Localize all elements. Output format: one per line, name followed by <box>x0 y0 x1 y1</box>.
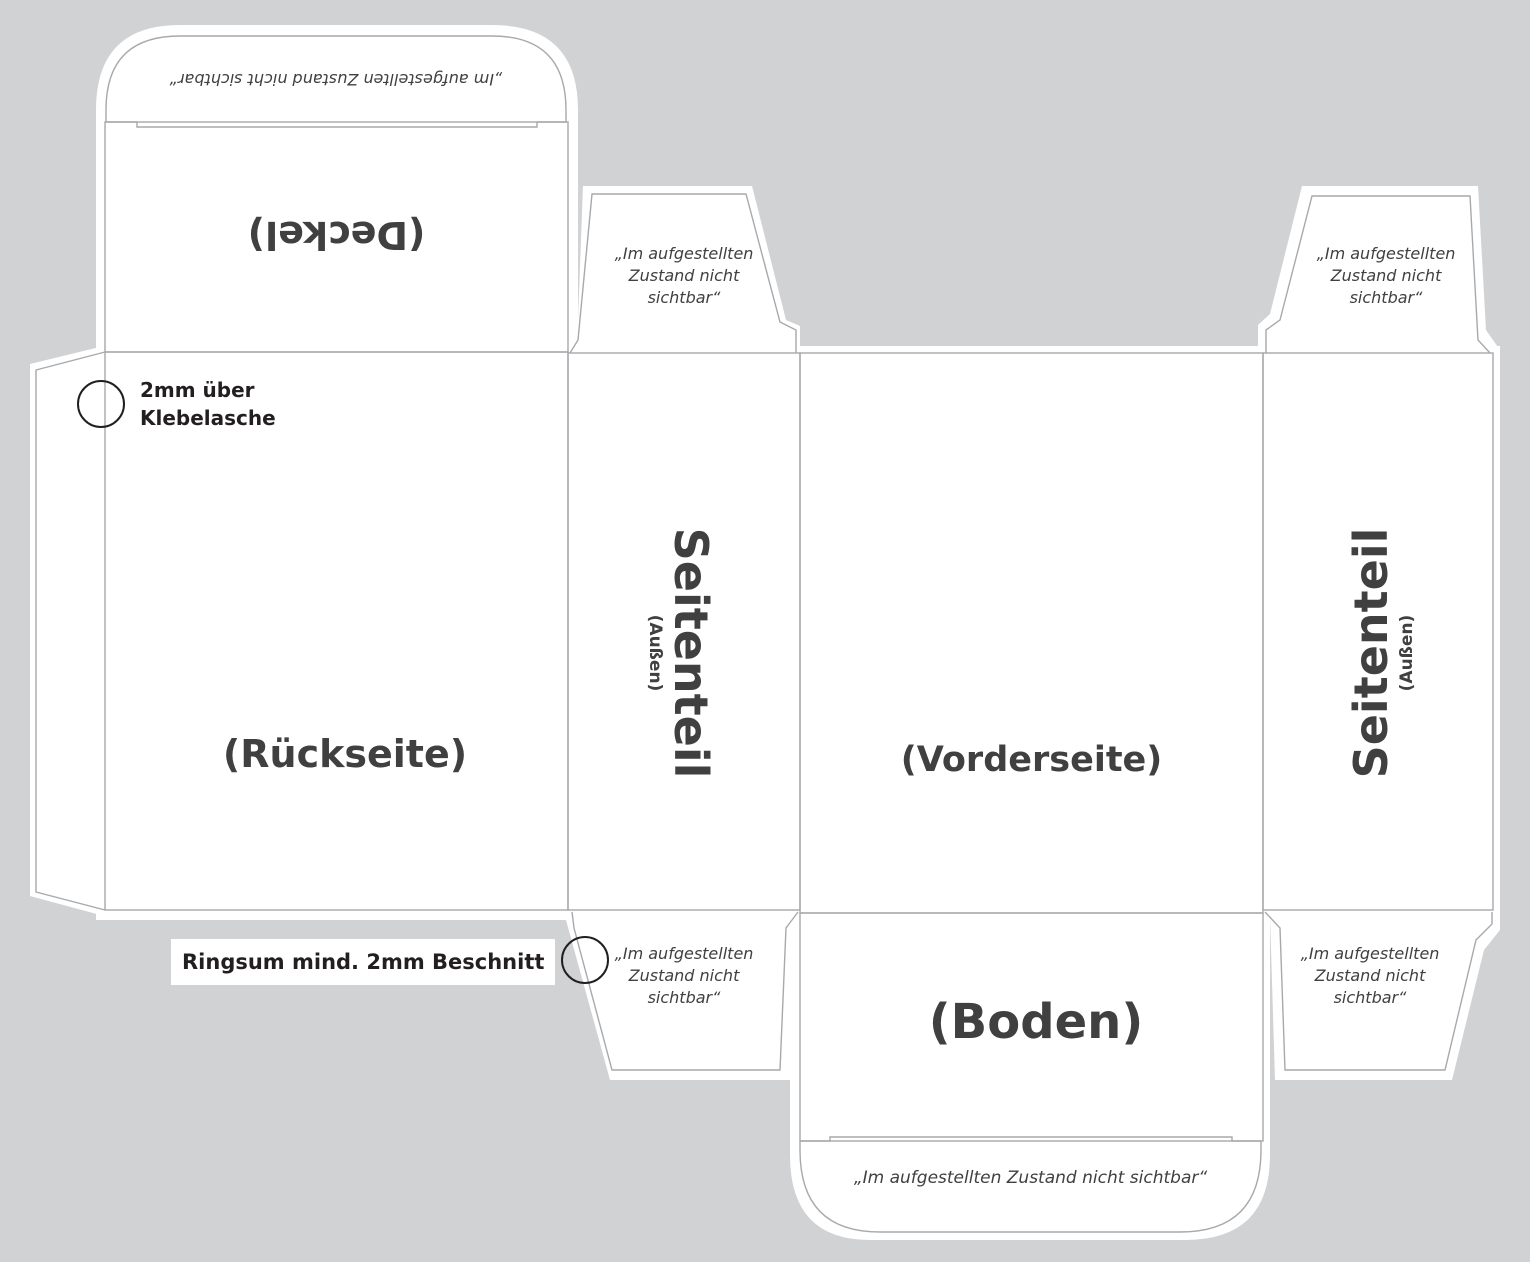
bottom-panel-label: (Boden) <box>928 994 1144 1050</box>
lid-panel-label: (Deckel) <box>247 213 426 257</box>
glue-note-line2: Klebelasche <box>140 406 276 430</box>
bleed-note: Ringsum mind. 2mm Beschnitt <box>171 939 555 985</box>
bleed-glue-flap <box>30 346 104 916</box>
right-side-subtitle: (Außen) <box>1397 614 1417 692</box>
bleed-left-section <box>96 25 578 920</box>
glue-note <box>140 376 276 432</box>
right-bottom-flap-hint: „Im aufgestellten Zustand nicht sichtbar“ <box>1300 944 1440 1007</box>
bottom-flap-hint: „Im aufgestellten Zustand nicht sichtbar“ <box>853 1168 1208 1188</box>
left-side-title: Seitenteil <box>664 527 718 779</box>
bleed-areas <box>30 25 1500 1240</box>
left-bottom-flap-hint: „Im aufgestellten Zustand nicht sichtbar“ <box>614 944 754 1007</box>
lid-flap-hint: „Im aufgestellten Zustand nicht sichtbar“ <box>169 70 503 89</box>
left-side-panel-label <box>645 503 718 803</box>
right-side-title: Seitenteil <box>1344 527 1398 779</box>
left-side-subtitle: (Außen) <box>645 614 665 692</box>
right-side-panel-label <box>1344 503 1417 803</box>
right-top-flap-hint: „Im aufgestellten Zustand nicht sichtbar“ <box>1316 244 1456 307</box>
glue-note-line1: 2mm über <box>140 378 255 402</box>
left-top-flap-hint: „Im aufgestellten Zustand nicht sichtbar“ <box>614 244 754 307</box>
back-panel-label: (Rückseite) <box>222 732 468 776</box>
front-panel-label: (Vorderseite) <box>900 740 1163 780</box>
